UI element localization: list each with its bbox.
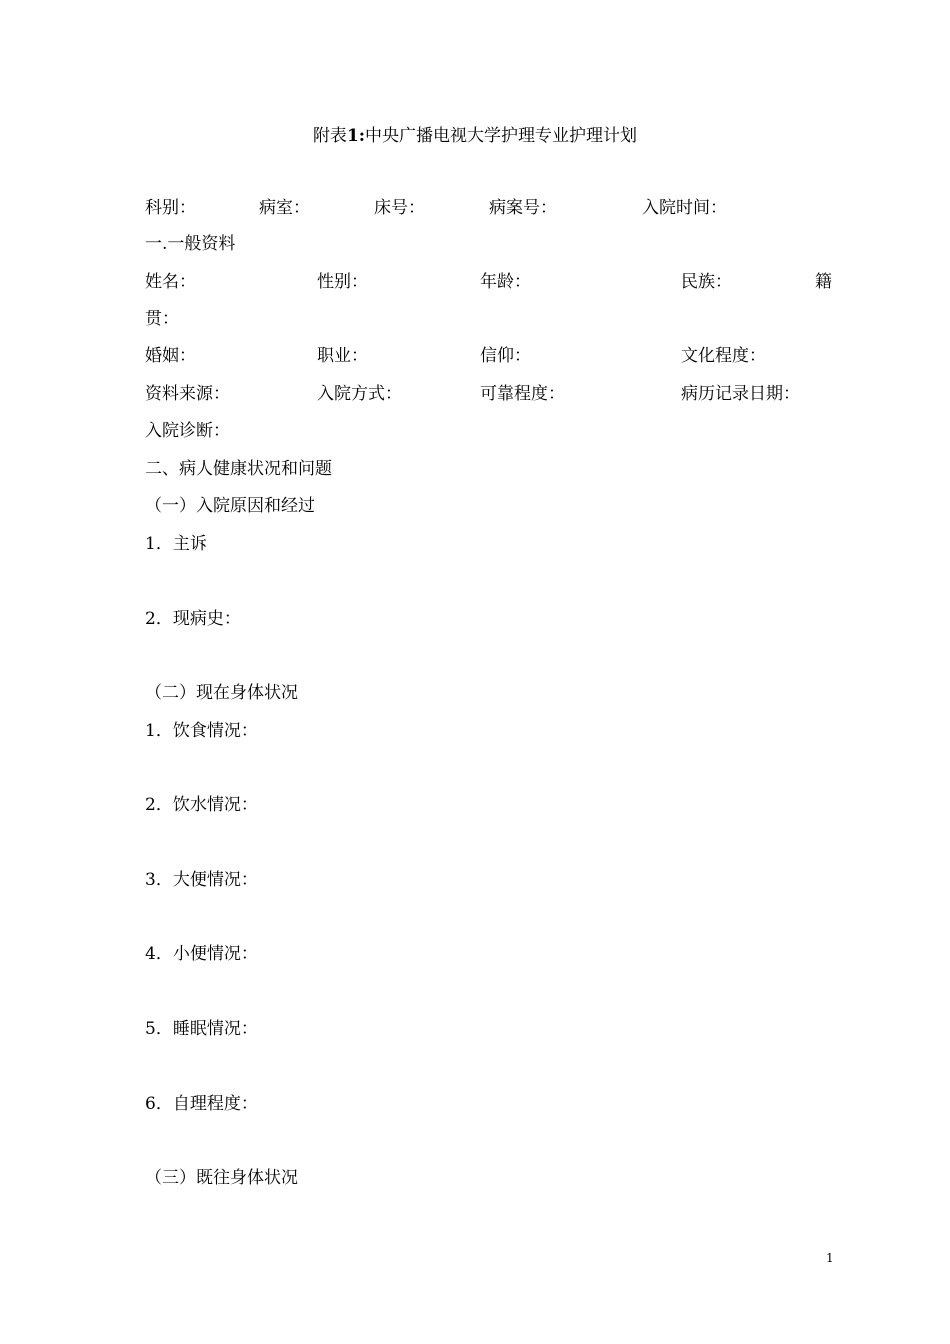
marriage-label: 婚姻： <box>145 346 196 366</box>
stool-label: 3．大便情况： <box>145 870 258 890</box>
ward-label: 病室： <box>259 198 310 218</box>
subsection2-heading: （二）现在身体状况 <box>145 683 298 703</box>
section1-heading: 一.一般资料 <box>145 234 236 254</box>
case-number-label: 病案号： <box>489 198 557 218</box>
document-title <box>0 121 950 146</box>
bed-label: 床号： <box>374 198 425 218</box>
admit-time-label: 入院时间： <box>642 198 727 218</box>
sleep-label: 5．睡眠情况： <box>145 1019 258 1039</box>
title-text: 中央广播电视大学护理专业护理计划 <box>365 126 638 146</box>
education-label: 文化程度： <box>681 346 766 366</box>
reliability-label: 可靠程度： <box>480 384 565 404</box>
chief-complaint-label: 1．主诉 <box>145 534 207 554</box>
age-label: 年龄： <box>480 272 531 292</box>
diet-label: 1．饮食情况： <box>145 721 258 741</box>
water-label: 2．饮水情况： <box>145 795 258 815</box>
occupation-label: 职业： <box>317 346 368 366</box>
native-place-label-first: 籍 <box>815 272 832 292</box>
name-label: 姓名： <box>145 272 196 292</box>
admit-way-label: 入院方式： <box>317 384 402 404</box>
subsection1-heading: （一）入院原因和经过 <box>145 496 315 516</box>
gender-label: 性别： <box>317 272 368 292</box>
selfcare-label: 6．自理程度： <box>145 1094 258 1114</box>
record-date-label: 病历记录日期： <box>681 384 800 404</box>
title-prefix: 附表 <box>312 126 347 146</box>
native-place-label-second: 贯： <box>145 309 179 329</box>
page-number: 1 <box>826 1251 834 1265</box>
source-label: 资料来源： <box>145 384 230 404</box>
diagnosis-label: 入院诊断： <box>145 421 230 441</box>
title-number: 1: <box>346 126 366 146</box>
section2-heading: 二、病人健康状况和问题 <box>145 459 332 479</box>
present-history-label: 2．现病史： <box>145 609 241 629</box>
ethnicity-label: 民族： <box>681 272 732 292</box>
faith-label: 信仰： <box>480 346 531 366</box>
dept-label: 科别： <box>145 198 196 218</box>
urine-label: 4．小便情况： <box>145 944 258 964</box>
subsection3-heading: （三）既往身体状况 <box>145 1168 298 1188</box>
